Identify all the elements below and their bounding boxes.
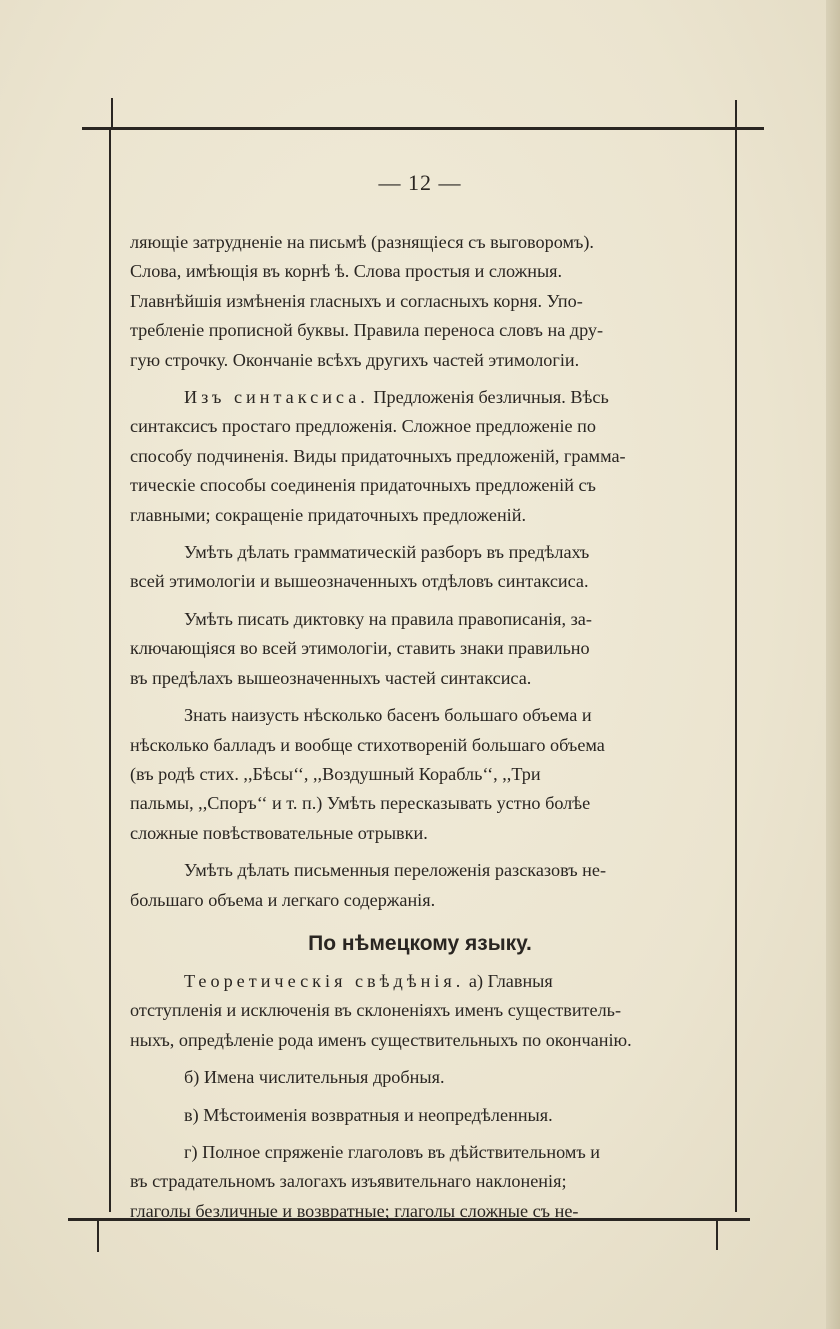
text-line: въ страдательномъ залогахъ изъявительнаго наклоненія; bbox=[130, 1171, 567, 1192]
text-fragment: а) Главныя bbox=[464, 970, 553, 991]
text-line: большаго объема и легкаго содержанія. bbox=[130, 889, 436, 910]
text-line: ляющіе затрудненіе на письмѣ (разнящіеся съ выговоромъ). bbox=[130, 232, 594, 252]
text-line: синтаксисъ простаго предложенія. Сложное предложеніе по bbox=[130, 416, 596, 437]
text-line: Знать наизусть нѣсколько басенъ большаго объема и bbox=[184, 705, 592, 726]
german-paragraph-3 bbox=[130, 1101, 710, 1130]
paragraph-syntax bbox=[130, 383, 710, 530]
text-line: сложные повѣствовательные отрывки. bbox=[130, 822, 428, 843]
frame-left-rule bbox=[109, 130, 111, 1212]
text-line bbox=[130, 967, 710, 996]
paragraph-3 bbox=[130, 538, 710, 597]
text-line: отступленія и исключенія въ склоненіяхъ именъ существитель- bbox=[130, 1000, 622, 1021]
text-line: Умѣть дѣлать грамматическій разборъ въ предѣлахъ bbox=[184, 542, 590, 563]
text-fragment: Предложенія безличныя. Вѣсь bbox=[368, 387, 609, 408]
text-line: глаголы безличные и возвратные; глаголы сложные съ не- bbox=[130, 1200, 579, 1221]
text-line: ныхъ, опредѣленіе рода именъ существительныхъ по окончанію. bbox=[130, 1029, 632, 1050]
text-line: Слова, имѣющія въ корнѣ ѣ. Слова простыя и сложныя. bbox=[130, 261, 563, 282]
paragraph-6 bbox=[130, 856, 710, 915]
text-line bbox=[130, 383, 710, 412]
text-line: въ предѣлахъ вышеозначенныхъ частей синтаксиса. bbox=[130, 667, 532, 688]
text-line: г) Полное спряженіе глаголовъ въ дѣйствительномъ и bbox=[184, 1141, 601, 1162]
section-lead: Изъ синтаксиса. bbox=[184, 387, 369, 408]
frame-bottom-tick-left bbox=[97, 1220, 99, 1252]
german-paragraph-4 bbox=[130, 1138, 710, 1226]
text-line: Умѣть писать диктовку на правила правописанія, за- bbox=[184, 608, 592, 629]
page-edge-shadow bbox=[826, 0, 840, 1329]
section-lead: Теоретическія свѣдѣнія. bbox=[184, 970, 465, 991]
text-line: требленіе прописной буквы. Правила переноса словъ на дру- bbox=[130, 320, 604, 341]
text-line: нѣсколько балладъ и вообще стихотвореній большаго объема bbox=[130, 734, 605, 755]
text-line: (въ родѣ стих. ,,Бѣсы‘‘, ,,Воздушный Корабль‘‘, ,,Три bbox=[130, 763, 541, 784]
frame-bottom-tick-right bbox=[716, 1220, 718, 1250]
frame-right-rule bbox=[735, 130, 737, 1212]
page-number: — 12 — bbox=[378, 170, 462, 195]
frame-top-tick-right bbox=[735, 100, 737, 128]
text-line: в) Мѣстоименія возвратныя и неопредѣленныя. bbox=[184, 1104, 553, 1125]
text-line: способу подчиненія. Виды придаточныхъ предложеній, грамма- bbox=[130, 445, 626, 466]
text-line: Главнѣйшія измѣненія гласныхъ и согласныхъ корня. Упо- bbox=[130, 290, 583, 311]
page-text bbox=[130, 228, 710, 1234]
paragraph-4 bbox=[130, 605, 710, 693]
frame-top-tick-left bbox=[111, 98, 113, 128]
paragraph-1 bbox=[130, 228, 710, 375]
text-line: тическіе способы соединенія придаточныхъ предложеній съ bbox=[130, 475, 596, 496]
text-line: главными; сокращеніе придаточныхъ предложеній. bbox=[130, 504, 527, 525]
german-paragraph-2 bbox=[130, 1063, 710, 1092]
text-line: Умѣть дѣлать письменныя переложенія разсказовъ не- bbox=[184, 860, 607, 881]
text-line: б) Имена числительныя дробныя. bbox=[184, 1067, 445, 1088]
text-line: всей этимологіи и вышеозначенныхъ отдѣловъ синтаксиса. bbox=[130, 571, 589, 592]
text-line: гую строчку. Окончаніе всѣхъ другихъ частей этимологіи. bbox=[130, 349, 580, 370]
section-heading: По нѣмецкому языку. bbox=[308, 931, 532, 955]
frame-top-rule bbox=[82, 127, 764, 130]
text-line: ключающіяся во всей этимологіи, ставить знаки правильно bbox=[130, 638, 590, 659]
text-line: пальмы, ,,Споръ‘‘ и т. п.) Умѣть пересказывать устно болѣе bbox=[130, 793, 591, 814]
german-paragraph-1 bbox=[130, 967, 710, 1055]
paragraph-5 bbox=[130, 701, 710, 848]
